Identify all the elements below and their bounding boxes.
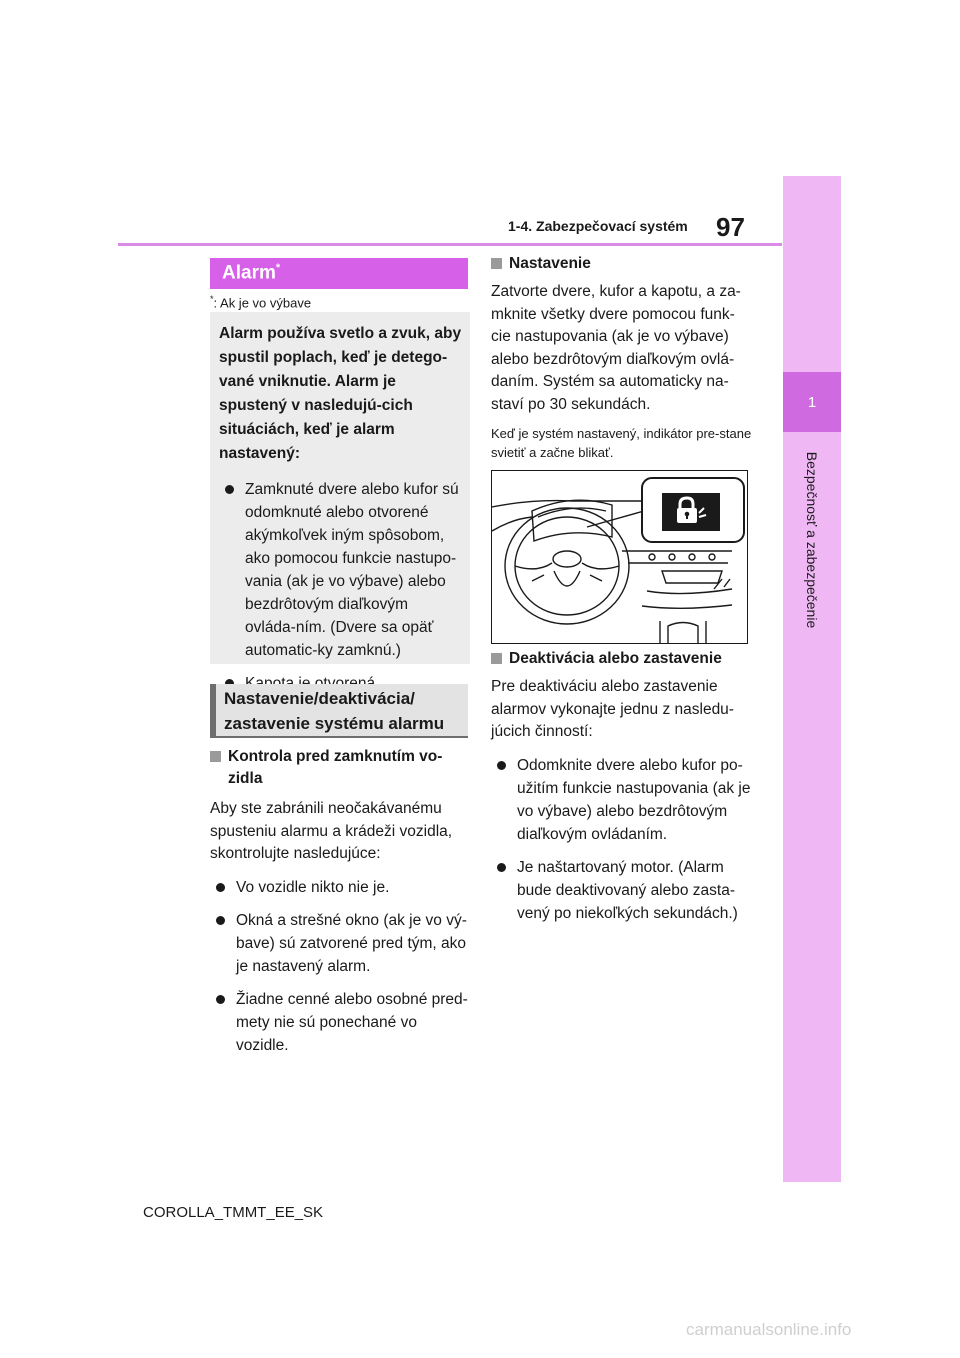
nastavenie-note: Keď je systém nastavený, indikátor pre-stane svietiť a začne blikať. bbox=[491, 426, 752, 460]
alarm-info-box bbox=[210, 312, 470, 664]
nastavenie-section-header: Nastavenie/deaktivácia/ zastavenie systému alarmu bbox=[210, 684, 468, 738]
chapter-number-tab: 1 bbox=[783, 372, 841, 432]
dashboard-illustration bbox=[491, 470, 748, 644]
kontrola-heading: Kontrola pred zamknutím vo-zidla bbox=[210, 746, 472, 790]
watermark: carmanualsonline.info bbox=[686, 1320, 852, 1339]
document-code: COROLLA_TMMT_EE_SK bbox=[143, 1204, 324, 1221]
header-divider bbox=[118, 243, 782, 246]
list-item: Žiadne cenné alebo osobné pred-mety nie sú ponechané vo vozidle. bbox=[210, 988, 472, 1057]
list-item: Vo vozidle nikto nie je. bbox=[210, 876, 472, 899]
list-item: Odomknite dvere alebo kufor po-užitím funkcie nastupovania (ak je vo výbave) alebo bezdrôtovým diaľkovým ovládaním. bbox=[491, 754, 753, 846]
footnote-text: : Ak je vo výbave bbox=[213, 295, 312, 311]
deaktivacia-heading: Deaktivácia alebo zastavenie bbox=[491, 648, 753, 670]
kontrola-text: Aby ste zabránili neočakávanému spusteniu alarmu a krádeži vozidla, skontrolujte nasledujúce: bbox=[210, 800, 453, 862]
nastavenie-text: Zatvorte dvere, kufor a kapotu, a za-mknite všetky dvere pomocou funk-cie nastupovania (ak je vo výbave) alebo bezdrôtovým diaľkovým ovlá-daním. Systém sa automaticky na-staví po 30 sekundách. bbox=[491, 283, 741, 413]
chapter-side-strip bbox=[783, 176, 841, 1182]
nastavenie-heading: Nastavenie bbox=[491, 253, 753, 275]
deaktivacia-text: Pre deaktiváciu alebo zastavenie alarmov vykonajte jednu z nasledu-júcich činností: bbox=[491, 678, 734, 740]
list-item: Zamknuté dvere alebo kufor sú odomknuté alebo otvorené akýmkoľvek iným spôsobom, ako pomocou funkcie nastupo-vania (ak je vo výbave) alebo bezdrôtovým diaľkovým ovláda-ním. (Dvere sa opäť automatic-ky zamknú.) bbox=[219, 478, 462, 662]
alarm-intro: Alarm používa svetlo a zvuk, aby spustil poplach, keď je detego-vané vniknutie. Alarm je spustený v nasledujú-cich situáciách, keď je alarm nastavený: bbox=[219, 325, 462, 462]
list-item: Je naštartovaný motor. (Alarm bude deaktivovaný alebo zasta-vený po niekoľkých sekundách.) bbox=[491, 856, 753, 925]
alarm-title: Alarm bbox=[222, 262, 276, 284]
section-title: 1-4. Zabezpečovací systém bbox=[508, 218, 688, 234]
footnote-mark: * bbox=[210, 294, 214, 304]
dashboard-drawing bbox=[492, 471, 748, 644]
deaktivacia-section bbox=[491, 648, 753, 935]
page-number: 97 bbox=[716, 212, 745, 242]
alarm-section-header bbox=[210, 258, 468, 289]
alarm-title-mark: * bbox=[275, 262, 281, 274]
list-item: Okná a strešné okno (ak je vo vý-bave) sú zatvorené pred tým, ako je nastavený alarm. bbox=[210, 909, 472, 978]
nastavenie-section bbox=[491, 253, 753, 462]
kontrola-section bbox=[210, 746, 472, 1067]
chapter-title: Bezpečnosť a zabezpečenie bbox=[804, 451, 820, 629]
alarm-footnote bbox=[210, 294, 311, 310]
